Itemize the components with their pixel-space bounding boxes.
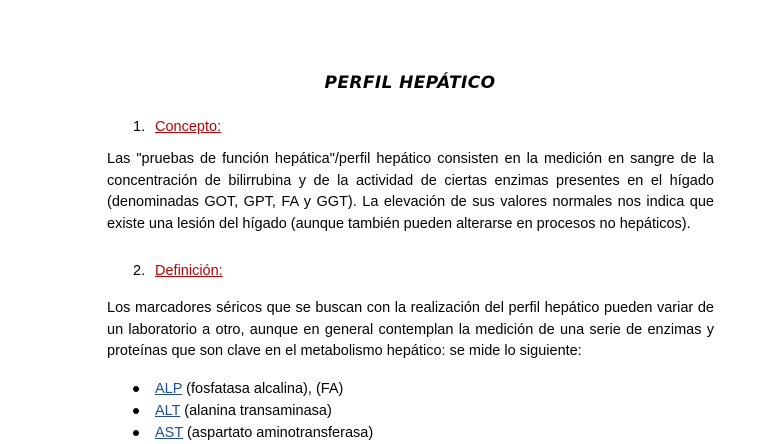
section-heading-definicion — [133, 262, 223, 280]
marker-description: (alanina transaminasa) — [180, 403, 332, 419]
marker-description: (aspartato aminotransferasa) — [182, 425, 374, 441]
markers-list — [133, 378, 373, 444]
section-heading-text: Definición: — [155, 263, 223, 279]
section-heading-text: Concepto: — [155, 119, 222, 135]
section-number: 2. — [133, 263, 146, 279]
marker-description: (fosfatasa alcalina), (FA) — [182, 381, 344, 397]
bullet-icon — [133, 386, 139, 392]
section-heading-concepto — [133, 118, 221, 136]
page-title: PERFIL HEPÁTICO — [324, 73, 496, 93]
definicion-paragraph: Los marcadores séricos que se buscan con la realización del perfil hepático pueden variar de un laboratorio a otro, aunque en general contemplan la medición de una serie de enzimas y proteínas que son clave en el metabolismo hepático: se mide lo siguiente: — [107, 300, 714, 359]
section-number: 1. — [133, 119, 146, 135]
marker-link-ast[interactable]: AST — [155, 425, 183, 441]
list-item — [133, 378, 373, 400]
marker-link-alp[interactable]: ALP — [155, 381, 183, 397]
concepto-paragraph: Las "pruebas de función hepática"/perfil hepático consisten en la medición en sangre de la concentración de bilirrubina y de la actividad de ciertas enzimas presentes en el hígado (denominadas GOT, GPT, FA y GGT). La elevación de sus valores normales nos indica que existe una lesión del hígado (aunque también pueden alterarse en procesos no hepáticos). — [107, 151, 714, 232]
marker-link-alt[interactable]: ALT — [155, 403, 181, 419]
bullet-icon — [133, 408, 139, 414]
bullet-icon — [133, 430, 139, 436]
list-item — [133, 400, 373, 422]
